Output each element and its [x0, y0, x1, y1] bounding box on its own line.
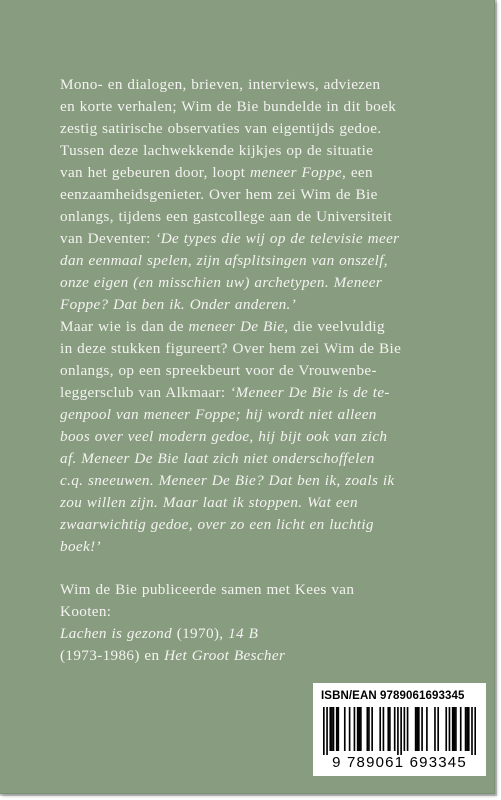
paragraph-gap	[60, 558, 458, 579]
barcode-bar	[397, 707, 399, 755]
barcode-bar	[437, 707, 439, 751]
barcode-bar	[474, 707, 476, 755]
text-line: onlangs, op een spreekbeurt voor de Vrouwenbe-	[60, 362, 377, 379]
text-line: van Deventer:	[60, 230, 156, 247]
quote-text: genpool van meneer Foppe; hij wordt niet alleen	[60, 406, 377, 423]
barcode-bar	[357, 707, 359, 751]
barcode-bar	[383, 707, 385, 751]
barcode-bar	[344, 707, 346, 751]
barcode-bar	[333, 707, 335, 751]
barcode-bar	[360, 707, 362, 751]
barcode-bar	[468, 707, 470, 751]
quote-text: onze eigen (en misschien uw) archetypen. Meneer	[60, 274, 383, 291]
barcode-bar	[426, 707, 428, 751]
barcode-bar	[389, 707, 391, 751]
book-title: Het Groot Bescher	[164, 647, 286, 664]
barcode-bar	[455, 707, 457, 751]
book-title: 14 B	[228, 625, 259, 642]
barcode-bar	[418, 707, 420, 751]
barcode-bar	[465, 707, 467, 751]
barcode-bar	[387, 707, 389, 751]
blurb-paragraph-1	[60, 74, 458, 316]
character-name-foppe: meneer Foppe,	[250, 164, 347, 181]
book-list-line	[60, 625, 258, 642]
barcode-bar	[329, 707, 331, 751]
ean13-barcode	[323, 707, 476, 755]
barcode-bar	[460, 707, 462, 751]
barcode-bar	[331, 707, 333, 751]
text-line: eenzaamheidsgenieter. Over hem zei Wim de Bie	[60, 186, 378, 203]
barcode-bar	[323, 707, 325, 755]
barcode-bar	[354, 707, 356, 751]
barcode-bar	[337, 707, 339, 751]
text-line: (1973-1986) en	[60, 647, 165, 664]
barcode-bar	[394, 707, 396, 751]
quote-text: boek!’	[60, 538, 101, 555]
text-line: Maar wie is dan de	[60, 318, 189, 335]
character-name-de-bie: meneer De Bie,	[188, 318, 289, 335]
book-title: Lachen is gezond	[60, 625, 173, 642]
text-line: een	[346, 164, 373, 181]
barcode-bar	[434, 707, 436, 751]
barcode-bar	[400, 707, 402, 755]
text-line: Kooten:	[60, 603, 112, 620]
barcode-bar	[471, 707, 473, 755]
barcode-bar	[449, 707, 451, 751]
text-line: leggersclub van Alkmaar:	[60, 384, 231, 401]
barcode-bar	[453, 707, 455, 751]
blurb-text	[60, 74, 458, 667]
barcode-bar	[407, 707, 409, 751]
quote-text: zou willen zijn. Maar laat ik stoppen. Wat een	[60, 494, 358, 511]
text-line: Tussen deze lachwekkende kijkjes op de situatie	[60, 142, 374, 159]
text-line: Wim de Bie publiceerde samen met Kees van	[60, 581, 355, 598]
text-line: onlangs, tijdens een gastcollege aan de Universiteit	[60, 208, 393, 225]
text-line: in deze stukken figureert? Over hem zei Wim de Bie	[60, 340, 402, 357]
quote-text: zwaarwichtig gedoe, over zo een licht en luchtig	[60, 516, 374, 533]
blurb-paragraph-2	[60, 316, 458, 558]
barcode-bar	[452, 707, 454, 751]
quote-text: af. Meneer De Bie laat zich niet onderschoffelen	[60, 450, 375, 467]
isbn-barcode-sticker	[313, 683, 486, 776]
text-line: en korte verhalen; Wim de Bie bundelde in dit boek	[60, 98, 397, 115]
barcode-bar	[358, 707, 360, 751]
blurb-paragraph-3	[60, 579, 458, 667]
quote-text: Foppe? Dat ben ik. Onder anderen.’	[60, 296, 297, 313]
text-line: zestig satirische observaties van eigentijds gedoe.	[60, 120, 382, 137]
barcode-bar	[445, 707, 447, 751]
text-line: (1970),	[172, 625, 229, 642]
quote-text: c.q. sneeuwen. Meneer De Bie? Dat ben ik, zoals ik	[60, 472, 395, 489]
barcode-bar	[404, 707, 406, 751]
quote-text: ‘Meneer De Bie is de te-	[230, 384, 390, 401]
barcode-digits: 9 789061 693345	[332, 754, 467, 771]
text-line: die veelvuldig	[288, 318, 385, 335]
barcode-bar	[349, 707, 351, 751]
barcode-bar	[421, 707, 423, 751]
book-list-line	[60, 647, 285, 664]
isbn-label: ISBN/EAN 9789061693345	[321, 690, 465, 702]
barcode-bar	[366, 707, 368, 751]
quote-text: ‘De types die wij op de televisie meer	[155, 230, 400, 247]
barcode-bar	[466, 707, 468, 751]
quote-text: boos over veel modern gedoe, hij bijt ook van zich	[60, 428, 388, 445]
barcode-bar	[336, 707, 338, 751]
barcode-bar	[416, 707, 418, 751]
quote-text: dan eenmaal spelen, zijn afsplitsingen van onszelf,	[60, 252, 388, 269]
barcode-bar	[379, 707, 381, 751]
barcode-bar	[371, 707, 373, 751]
text-line: van het gebeuren door, loopt	[60, 164, 251, 181]
barcode-bar	[368, 707, 370, 751]
barcode-bar	[326, 707, 328, 755]
text-line: Mono- en dialogen, brieven, interviews, adviezen	[60, 76, 381, 93]
barcode-bar	[415, 707, 417, 751]
